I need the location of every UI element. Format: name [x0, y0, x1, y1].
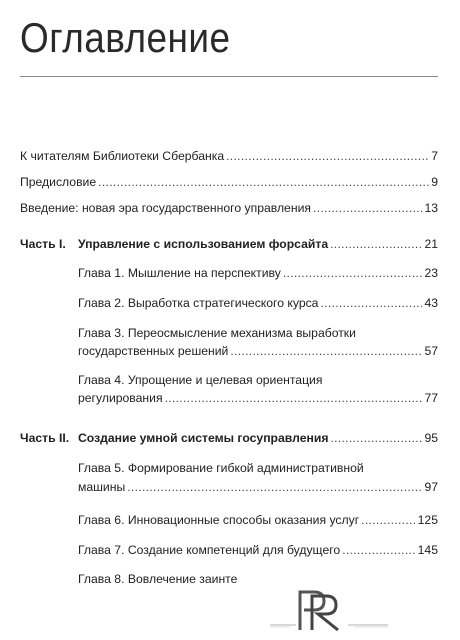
toc-entry-text: Глава 2. Выработка стратегического курса — [78, 296, 319, 310]
toc-entry-chapter-5[interactable] — [78, 480, 438, 494]
toc-entry-preface[interactable] — [20, 175, 438, 189]
leader-dots — [330, 237, 422, 251]
toc-entry-introduction[interactable] — [20, 201, 438, 215]
toc-entry-text: К читателям Библиотеки Сбербанка — [20, 149, 225, 163]
toc-entry-text: Управление с использованием форсайта — [78, 237, 329, 251]
leader-dots — [127, 480, 422, 494]
toc-entry-text: Предисловие — [20, 175, 97, 189]
toc-page-number: 13 — [424, 201, 438, 215]
toc-page-number: 97 — [424, 480, 438, 494]
toc-page-number: 23 — [424, 266, 438, 280]
leader-dots — [230, 344, 422, 358]
toc-entry-text: регулирования — [78, 391, 163, 405]
part-label: Часть I. — [20, 237, 66, 251]
toc-page-number: 125 — [417, 513, 438, 527]
toc-page-number: 77 — [424, 391, 438, 405]
toc-page-number: 9 — [431, 175, 438, 189]
leader-dots — [313, 201, 422, 215]
toc-entry-chapter-3[interactable] — [78, 344, 438, 358]
toc-entry-text: Введение: новая эра государственного управления — [20, 201, 311, 215]
leader-dots — [361, 513, 416, 527]
page-title: Оглавление — [20, 14, 231, 61]
toc-entry-text: Создание умной системы госуправления — [78, 431, 329, 445]
toc-entry-text: Глава 6. Инновационные способы оказания услуг — [78, 513, 360, 527]
leader-dots — [98, 175, 429, 189]
toc-entry-text: государственных решений — [78, 344, 229, 358]
toc-page-number: 7 — [431, 149, 438, 163]
leader-dots — [320, 296, 422, 310]
toc-entry-chapter-4[interactable] — [78, 391, 438, 405]
toc-page-number: 57 — [424, 344, 438, 358]
toc-entry-part-2[interactable] — [78, 431, 438, 445]
toc-entry-chapter-8[interactable]: Глава 8. Вовлечение заинте — [78, 572, 238, 586]
toc-entry-text: машины — [78, 480, 126, 494]
toc-entry-chapter-3-line1[interactable]: Глава 3. Переосмысление механизма выработки — [78, 326, 356, 340]
leader-dots — [283, 266, 423, 280]
toc-entry-readers[interactable] — [20, 149, 438, 163]
toc-page-number: 21 — [424, 237, 438, 251]
toc-entry-chapter-5-line1[interactable]: Глава 5. Формирование гибкой административной — [78, 461, 364, 475]
toc-page-number: 145 — [417, 543, 438, 557]
toc-entry-text: Глава 1. Мышление на перспективу — [78, 266, 281, 280]
publisher-logo — [270, 586, 390, 634]
toc-page-number: 95 — [424, 431, 438, 445]
toc-entry-chapter-1[interactable] — [78, 266, 438, 280]
part-label: Часть II. — [20, 431, 70, 445]
leader-dots — [342, 543, 415, 557]
toc-entry-text: Глава 7. Создание компетенций для будущего — [78, 543, 341, 557]
toc-entry-chapter-2[interactable] — [78, 296, 438, 310]
leader-dots — [165, 391, 423, 405]
toc-page-number: 43 — [424, 296, 438, 310]
toc-entry-chapter-6[interactable] — [78, 513, 438, 527]
toc-entry-chapter-4-line1[interactable]: Глава 4. Упрощение и целевая ориентация — [78, 373, 323, 387]
leader-dots — [330, 431, 422, 445]
leader-dots — [226, 149, 429, 163]
toc-entry-chapter-7[interactable] — [78, 543, 438, 557]
title-divider — [20, 76, 438, 77]
toc-entry-part-1[interactable] — [78, 237, 438, 251]
